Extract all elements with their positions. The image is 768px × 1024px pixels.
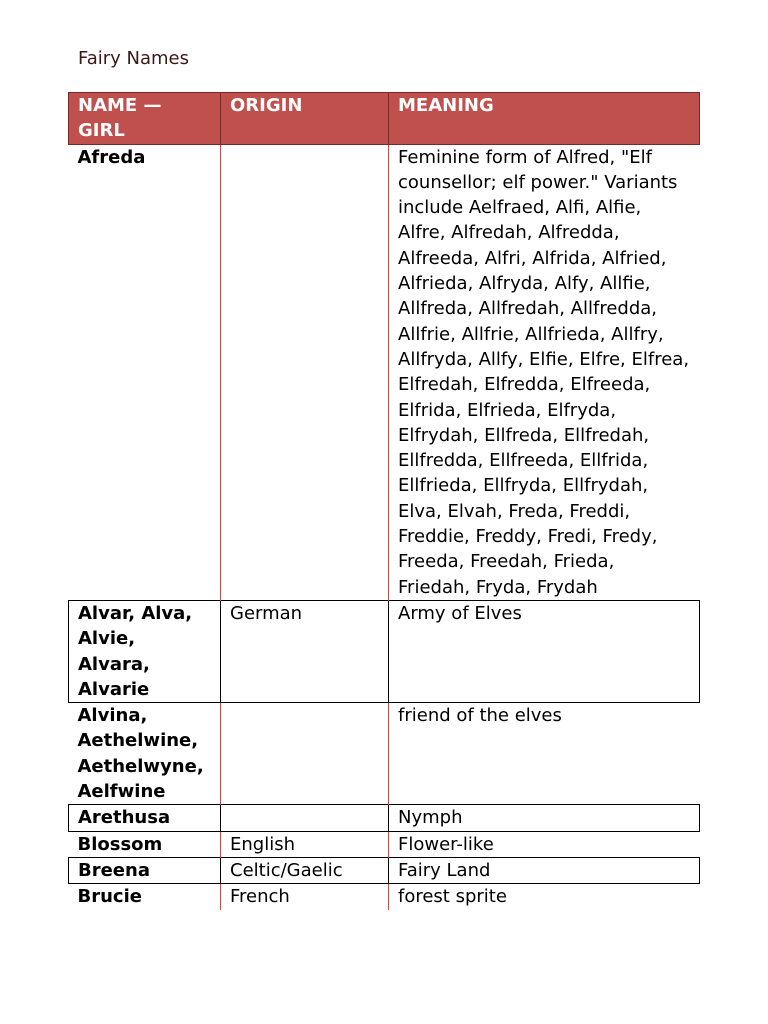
meaning-cell: Army of Elves — [389, 600, 700, 702]
origin-cell: Celtic/Gaelic — [221, 857, 389, 883]
table-row-afreda — [69, 144, 700, 600]
origin-cell — [221, 144, 389, 600]
name-cell: Afreda — [69, 144, 221, 600]
meaning-cell: Nymph — [389, 805, 700, 831]
meaning-cell: forest sprite — [389, 884, 700, 910]
name-cell: Breena — [69, 857, 221, 883]
name-cell: Blossom — [69, 831, 221, 857]
table-row-blossom — [69, 831, 700, 857]
meaning-cell: friend of the elves — [389, 703, 700, 805]
origin-cell — [221, 805, 389, 831]
origin-cell — [221, 703, 389, 805]
document-title: Fairy Names — [78, 48, 189, 69]
origin-cell: German — [221, 600, 389, 702]
table-row-arethusa — [69, 805, 700, 831]
header-meaning: MEANING — [389, 93, 700, 145]
table-row-alvina — [69, 703, 700, 805]
name-cell: Alvina, Aethelwine, Aethelwyne, Aelfwine — [69, 703, 221, 805]
name-cell: Arethusa — [69, 805, 221, 831]
header-origin: ORIGIN — [221, 93, 389, 145]
table-row-alvar — [69, 600, 700, 702]
meaning-cell: Fairy Land — [389, 857, 700, 883]
meaning-cell: Feminine form of Alfred, "Elf counsellor; elf power." Variants include Aelfraed, Alfi, Alfie, Alfre, Alfredah, Alfredda, Alfreeda, Alfri, Alfrida, Alfried, Alfrieda, Alfryda, Alfy, Allfie, Allfreda, Allfredah, Allfredda, Allfrie, Allfrie, Allfrieda, Allfry, Allfryda, Allfy, Elfie, Elfre, Elfrea, Elfredah, Elfredda, Elfreeda, Elfrida, Elfrieda, Elfryda, Elfrydah, Ellfreda, Ellfredah, Ellfredda, Ellfreeda, Ellfrida, Ellfrieda, Ellfryda, Ellfrydah, Elva, Elvah, Freda, Freddi, Freddie, Freddy, Fredi, Fredy, Freeda, Freedah, Frieda, Friedah, Fryda, Frydah — [389, 144, 700, 600]
origin-cell: French — [221, 884, 389, 910]
name-cell: Brucie — [69, 884, 221, 910]
name-cell: Alvar, Alva, Alvie, Alvara, Alvarie — [69, 600, 221, 702]
table-header-row — [69, 93, 700, 145]
fairy-names-table — [68, 92, 700, 910]
meaning-cell: Flower-like — [389, 831, 700, 857]
origin-cell: English — [221, 831, 389, 857]
table-row-breena — [69, 857, 700, 883]
table-row-brucie — [69, 884, 700, 910]
header-name: NAME — GIRL — [69, 93, 221, 145]
